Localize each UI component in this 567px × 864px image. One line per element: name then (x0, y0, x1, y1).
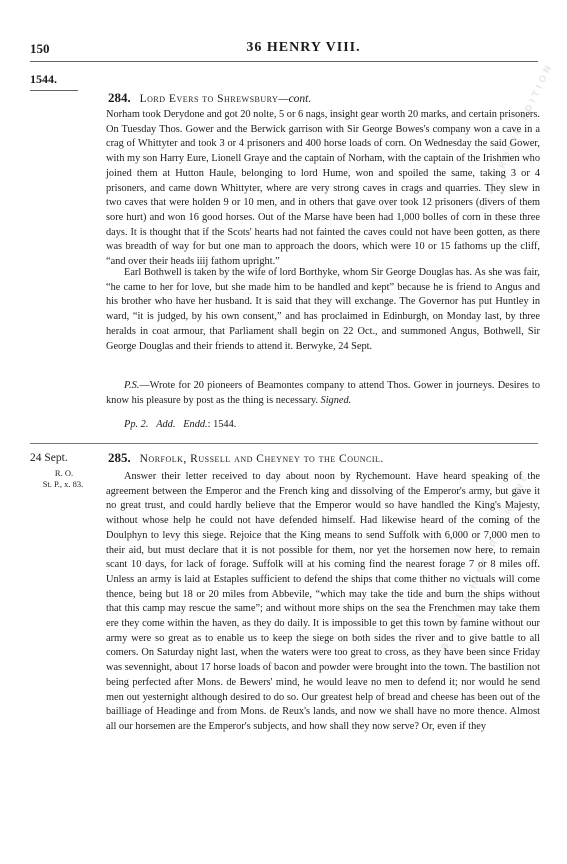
entry-285-date: 24 Sept. (30, 452, 68, 464)
entry-284-postscript (106, 379, 540, 408)
entry-284-number: 284. (108, 90, 131, 105)
running-title: 36 HENRY VIII. (246, 40, 361, 55)
entry-285-ref-line-2: St. P., x. 83. (42, 479, 84, 489)
signed-note: Signed. (320, 394, 352, 406)
add-note: Add. (156, 419, 176, 430)
entry-285-title: Norfolk, Russell and Cheyney to the Council. (139, 453, 384, 465)
watermark-stamp-upper: ELECTRONIC EDITION (478, 61, 556, 213)
entry-285-ref-line-1: R. O. (54, 468, 74, 478)
year-rule (30, 90, 78, 91)
entry-284-description (106, 418, 540, 433)
postscript-label: P.S. (124, 380, 140, 391)
entry-285-number: 285. (108, 450, 131, 465)
page-number: 150 (30, 41, 50, 56)
entry-285-paragraph-1-text: Answer their letter received to day about noon by Rychemount. Have heard speaking of the agreement between the Emperor and the French king and dissolving of the Emperor's army, but gave it no great trust, and could hardly believe that the Emperor would so have handled the King's Majesty, without whose help he could not have defended himself. Had likewise heard of the coming of the Doulphyn to levy this siege. Rejoice that the King means to send Suffolk with 6,000 or 7,000 men to their aid, but must declare that it is not possible for them, nor yet the horsemen now here, to remain scant 10 days, for lack of forage. Suffolk will at his coming find the nearest forage 7 or 8 miles off. Unless an army is laid at Estaples sufficient to defend the ships that come thither no victuals will come thence, being but 18 or 20 miles from Abbevile, “which may take the tide and burn the ships without that this camp may rescue the same”; and without more ships on the sea the Frenchmen may take them ere they come within the haven, as they do daily. It is impossible to get this town by famine without our army were so great as to enable us to keep the siege on both sides the river and to give battle to all comers. On Saturday night last, when the waters were too great to cross, as they have been since Friday was sevennight, about 17 horse loads of bacon and powder were brought into the town. The bastilion not being perfected after Mons. de Bewers' mind, he would leave no men to defend it; nor would he send men out yesternight although desired to do so. Our greatest help of bread and cheese has been out of the bailliage of Headinge and from Mons. de Reux's lands, and now we shall have no more thence. Almost all our horsemen are the Emperor's subjects, and how shall they now serve? Or, even if they (106, 471, 540, 732)
watermark-stamp-lower: BRITISH HISTORY ONLINE (440, 471, 532, 653)
entry-separator (30, 443, 538, 444)
entry-284-title: Lord Evers to Shrewsbury (139, 93, 279, 105)
endorsed-value: : 1544. (207, 419, 237, 430)
margin-year: 1544. (30, 72, 57, 86)
entry-284-heading (108, 90, 311, 106)
entry-284-paragraph-2-text: Earl Bothwell is taken by the wife of lord Borthyke, whom Sir George Douglas has. As she was fair, “he came to her for love, but she made him to be handled and kept” because he is friend to Angus and his brother who have her husband. It is said that they will exchange. The Governor has put Huntley in ward, “it is judged, by his own consent,” and has proclaimed in Edinburgh, on Monday last, by three heralds in coat armour, that Parliament shall begin on 22 Oct., and summoned Angus, Bothwell, Sir George Douglas and their friends to attend it. Berwyke, 24 Sept. (106, 267, 540, 352)
entry-285-heading (108, 450, 384, 466)
pages-note: Pp. 2. (124, 419, 149, 430)
header-rule (30, 61, 538, 62)
entry-284-cont: —cont. (278, 93, 312, 105)
postscript-text: —Wrote for 20 pioneers of Beamontes company to attend Thos. Gower in journeys. Desires to know his pleasure by post as the thing is necessary. (106, 380, 540, 406)
entry-284-paragraph-1: Norham took Derydone and got 20 nolte, 5 or 6 nags, insight gear worth 20 marks, and certain prisoners. On Tuesday Thos. Gower and the Berwick garrison with Sir George Bowes's company won a cave in a crag of Whittyter and took 3 or 4 prisoners and 400 horse loads of corn. On Wednesday the said Gower, with my son Harry Eure, Lionell Graye and the captain of Norham, with the captain of the Irishmen who joined them at Hutton Haule, belonging to lord Hume, won and spoiled the same, taking 3 or 4 prisoners, and came down Whittyter, where are very strong caves in crags and quarries. They slew in two caves that were holden 9 or 10 men, and in others that gave over took 12 prisoners (divers of them sore hurt) and won 16 good horses. Out of the Marse have been had 1,000 bolles of corn in these three days. It is thought that if the Scots' hearts had not fainted the caves could not have been gotten, as there was breadth of way for but one man to approach the doors, which were 10 or 15 fathoms up the cliff, “and over their heads iiij fathom upright.” (106, 109, 540, 268)
entry-285-paragraph-1 (106, 470, 540, 735)
entry-284-paragraph-2 (106, 266, 540, 354)
endorsed-label: Endd. (183, 419, 208, 430)
